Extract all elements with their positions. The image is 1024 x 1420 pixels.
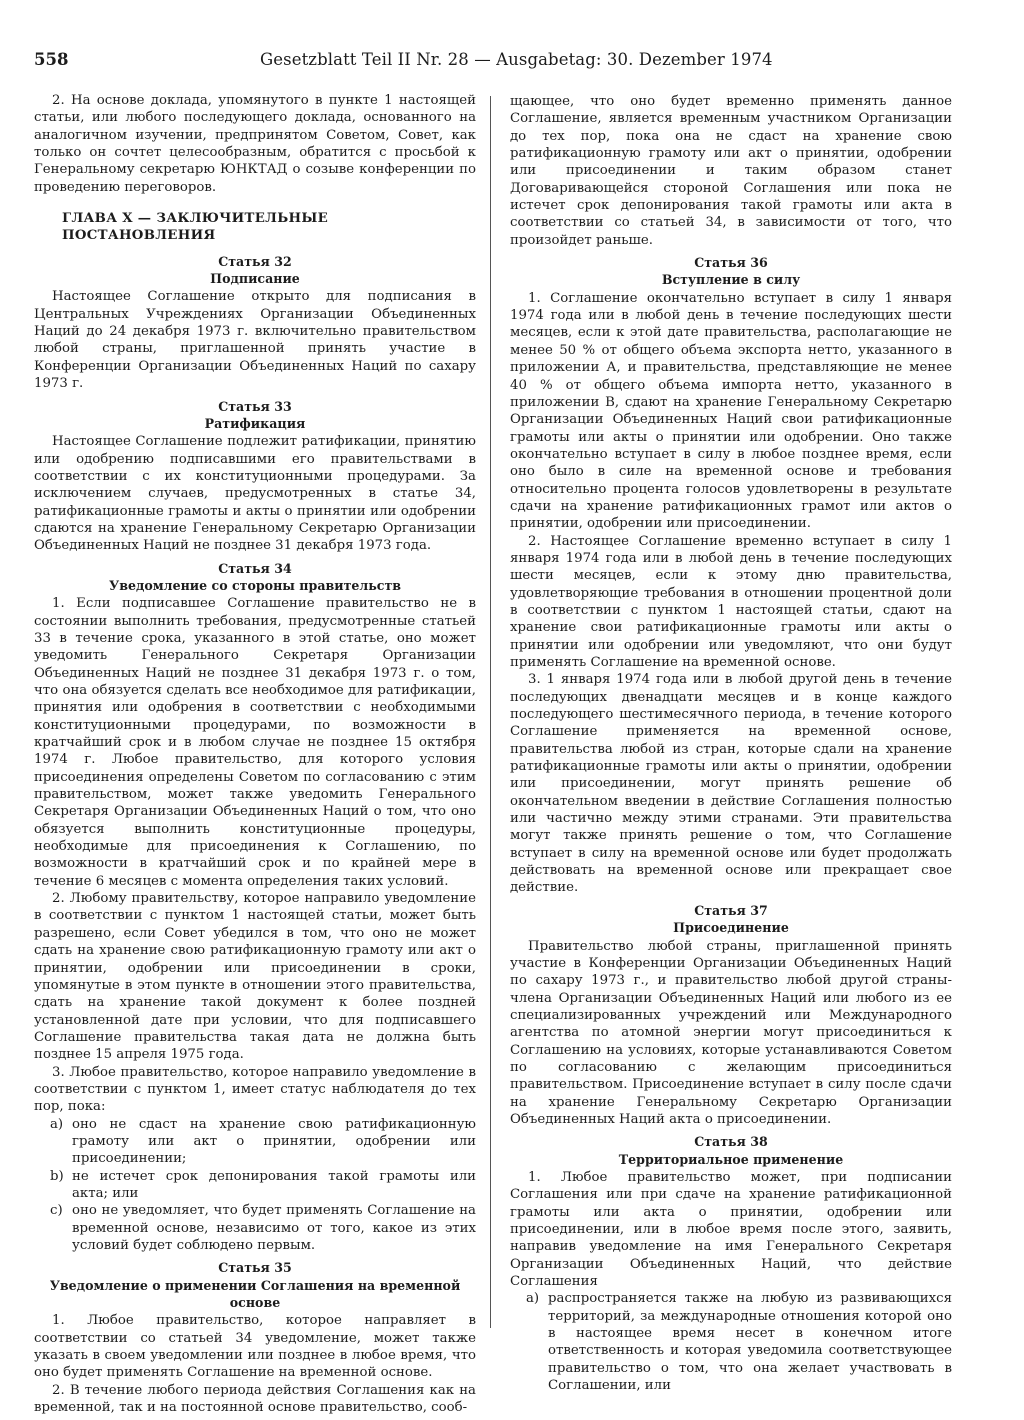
list-item: [50, 1168, 476, 1203]
article-32-paragraph: Настоящее Соглашение открыто для подписания в Центральных Учреждениях Организации Объединенных Наций до 24 декабря 1973 г. включительно правительством любой страны, приглашенной принять участие в Конференции Организации Объединенных Наций по сахару 1973 г.: [34, 289, 476, 392]
list-item-label: b): [50, 1168, 64, 1184]
article-37-title: Присоединение: [673, 920, 789, 936]
article-35-title: Уведомление о применении Соглашения на временной основе: [49, 1277, 461, 1311]
article-32-title: Подписание: [210, 271, 300, 287]
left-column: [34, 92, 476, 1416]
article-35-paragraph-1: 1. Любое правительство, которое направляет в соответствии со статьей 34 уведомление, может также указать в своем уведомлении или позднее в любое время, что оно будет применять Соглашение на временной основе.: [34, 1313, 476, 1381]
list-item-label: c): [50, 1203, 63, 1219]
continued-paragraph: щающее, что оно будет временно применять данное Соглашение, является временным участником Организации до тех пор, пока она не сдаст на хранение свою ратификационную грамоту или акт о принятии, одобрении или присоединении и таким образом станет Договаривающейся стороной Соглашения или пока не истечет срок депонирования такой грамоты или акта в соответствии со статьей 34, в зависимости от того, что произойдет раньше.: [510, 94, 952, 248]
article-36-paragraph-1: 1. Соглашение окончательно вступает в силу 1 января 1974 года или в любой день в течение последующих шести месяцев, если к этой дате правительства, располагающие не менее 50 % от общего объема экспорта нетто, указанного в приложении А, и правительства, представляющие не менее 40 % от общего объема импорта нетто, указанного в приложении В, сдают на хранение Генеральному Секретарю Организации Объединенных Наций свои ратификационные грамоты или акты о принятии или одобрении. Оно также окончательно вступает в силу в любое позднее время, если оно было в силе на временной основе и требования относительно процента голосов удовлетворены в результате сдачи на хранение ратификационных грамот или актов о принятии, одобрении или присоединении.: [510, 290, 952, 532]
article-38-number: Статья 38: [694, 1134, 768, 1150]
article-36-number: Статья 36: [694, 255, 768, 271]
article-34-paragraph-2: 2. Любому правительству, которое направило уведомление в соответствии с пунктом 1 настоящей статьи, может быть разрешено, если Совет убедился в том, что оно не может сдать на хранение свою ратификационную грамоту или акт о принятии, одобрении или присоединении в сроки, упомянутые в этом пункте в отношении этого правительства, сдать на хранение такой документ к более поздней установленной дате при условии, что для подписавшего Соглашение правительства такая дата не должна быть позднее 15 апреля 1975 года.: [34, 891, 476, 1063]
article-34-title: Уведомление со стороны правительств: [108, 577, 402, 593]
article-36-paragraph-3: 3. 1 января 1974 года или в любой другой день в течение последующих двенадцати месяцев и в конце каждого последующего шестимесячного периода, в течение которого Соглашение применяется на временной основе, правительства любой из стран, которые сдали на хранение ратификационные грамоты или акты о принятии, одобрении или присоединении, могут принять решение об окончательном введении в действие Соглашения полностью или частично между этими странами. Эти правительства могут также принять решение о том, что Соглашение вступает в силу на временной основе или будет продолжать действовать на временной основе или прекращает свое действие.: [510, 672, 952, 896]
article-35-number: Статья 35: [218, 1260, 292, 1276]
list-item-label: a): [526, 1291, 540, 1307]
running-title: Gesetzblatt Teil II Nr. 28 — Ausgabetag: 30. Dezember 1974: [260, 50, 773, 69]
article-35-paragraph-2: 2. В течение любого периода действия Соглашения как на временной, так и на постоянной основе правительство, сооб-: [34, 1382, 476, 1416]
intro-paragraph: 2. На основе доклада, упомянутого в пункте 1 настоящей статьи, или любого последующего доклада, основанного на аналогичном изучении, предпринятом Советом, Совет, как только он сочтет целесообразным, обратится с просьбой к Генеральному секретарю ЮНКТАД о созыве конференции по проведению переговоров.: [34, 93, 476, 195]
article-34-paragraph-1: 1. Если подписавшее Соглашение правительство не в состоянии выполнить требования, предусмотренные статьей 33 в течение срока, указанного в этой статье, оно может уведомить Генерального Секретаря Организации Объединенных Наций не позднее 31 декабря 1973 г. о том, что она обязуется сделать все необходимое для ратификации, принятия или одобрения в соответствии с необходимыми конституционными процедурами, по возможности в кратчайший срок и в любом случае не позднее 15 октября 1974 г. Любое правительство, для которого условия присоединения определены Советом по согласованию с этим правительством, может также уведомить Генерального Секретаря Организации Объединенных Наций о том, что оно обязуется выполнить конституционные процедуры, необходимые для присоединения к Соглашению, по возможности в кратчайший срок и по крайней мере в течение 6 месяцев с момента определения таких условий.: [34, 596, 476, 889]
article-37-number: Статья 37: [694, 902, 768, 918]
article-38-title: Территориальное применение: [618, 1151, 844, 1167]
column-divider: [490, 96, 491, 1328]
article-33-paragraph: Настоящее Соглашение подлежит ратификации, принятию или одобрению подписавшими его правительствами в соответствии с их конституционными процедурами. За исключением случаев, предусмотренных в статье 34, ратификационные грамоты и акты о принятии или одобрении сдаются на хранение Генеральному Секретарю Организации Объединенных Наций не позднее 31 декабря 1973 года.: [34, 434, 476, 554]
page-number: 558: [34, 50, 69, 69]
list-item-label: a): [50, 1116, 64, 1132]
article-36-title: Вступление в силу: [661, 272, 801, 288]
chapter-heading: ГЛАВА X — ЗАКЛЮЧИТЕЛЬНЫЕ ПОСТАНОВЛЕНИЯ: [62, 211, 329, 244]
article-33-number: Статья 33: [218, 398, 292, 414]
article-38-paragraph-1: 1. Любое правительство может, при подписании Соглашения или при сдаче на хранение ратификационной грамоты или акта о принятии, одобрении или присоединении, или в любое время после этого, заявить, направив уведомление на имя Генерального Секретаря Организации Объединенных Наций, что действие Соглашения: [510, 1169, 952, 1290]
list-item: [50, 1116, 476, 1168]
list-item: [50, 1202, 476, 1254]
list-item-text: оно не уведомляет, что будет применять Соглашение на временной основе, независимо от того, какое из этих условий будет соблюдено первым.: [72, 1203, 476, 1253]
article-34-number: Статья 34: [218, 560, 292, 576]
article-33-title: Ратификация: [204, 415, 306, 431]
article-32-number: Статья 32: [218, 253, 292, 269]
list-item: [526, 1290, 952, 1394]
article-36-paragraph-2: 2. Настоящее Соглашение временно вступает в силу 1 января 1974 года или в любой день в течение последующих шести месяцев, если к этому дню правительства, удовлетворяющие требования в отношении процентной доли в соответствии с пунктом 1 настоящей статьи, сдают на хранение свои ратификационные грамоты или акты о принятии или одобрении или уведомляют, что они будут применять Соглашение на временной основе.: [510, 533, 952, 670]
list-item-text: оно не сдаст на хранение свою ратификационную грамоту или акт о принятии, одобрении или присоединении;: [72, 1116, 476, 1167]
list-item-text: не истечет срок депонирования такой грамоты или акта; или: [72, 1168, 476, 1201]
article-34-paragraph-3: 3. Любое правительство, которое направило уведомление в соответствии с пунктом 1, имеет статус наблюдателя до тех пор, пока:: [34, 1064, 476, 1115]
right-column: [510, 93, 952, 1394]
list-item-text: распространяется также на любую из развивающихся территорий, за международные отношения которой оно в настоящее время несет в конечном итоге ответственность и которая уведомила соответствующее правительство о том, что она желает участвовать в Соглашении, или: [548, 1291, 952, 1394]
article-37-paragraph: Правительство любой страны, приглашенной принять участие в Конференции Организации Объединенных Наций по сахару 1973 г., и правительство любой другой страны-члена Организации Объединенных Наций или любого из ее специализированных учреждений или Международного агентства по атомной энергии могут присоединиться к Соглашению на условиях, которые устанавливаются Советом по согласованию с желающим присоединиться правительством. Присоединение вступает в силу после сдачи на хранение Генеральному Секретарю Организации Объединенных Наций акта о присоединении.: [510, 938, 952, 1127]
